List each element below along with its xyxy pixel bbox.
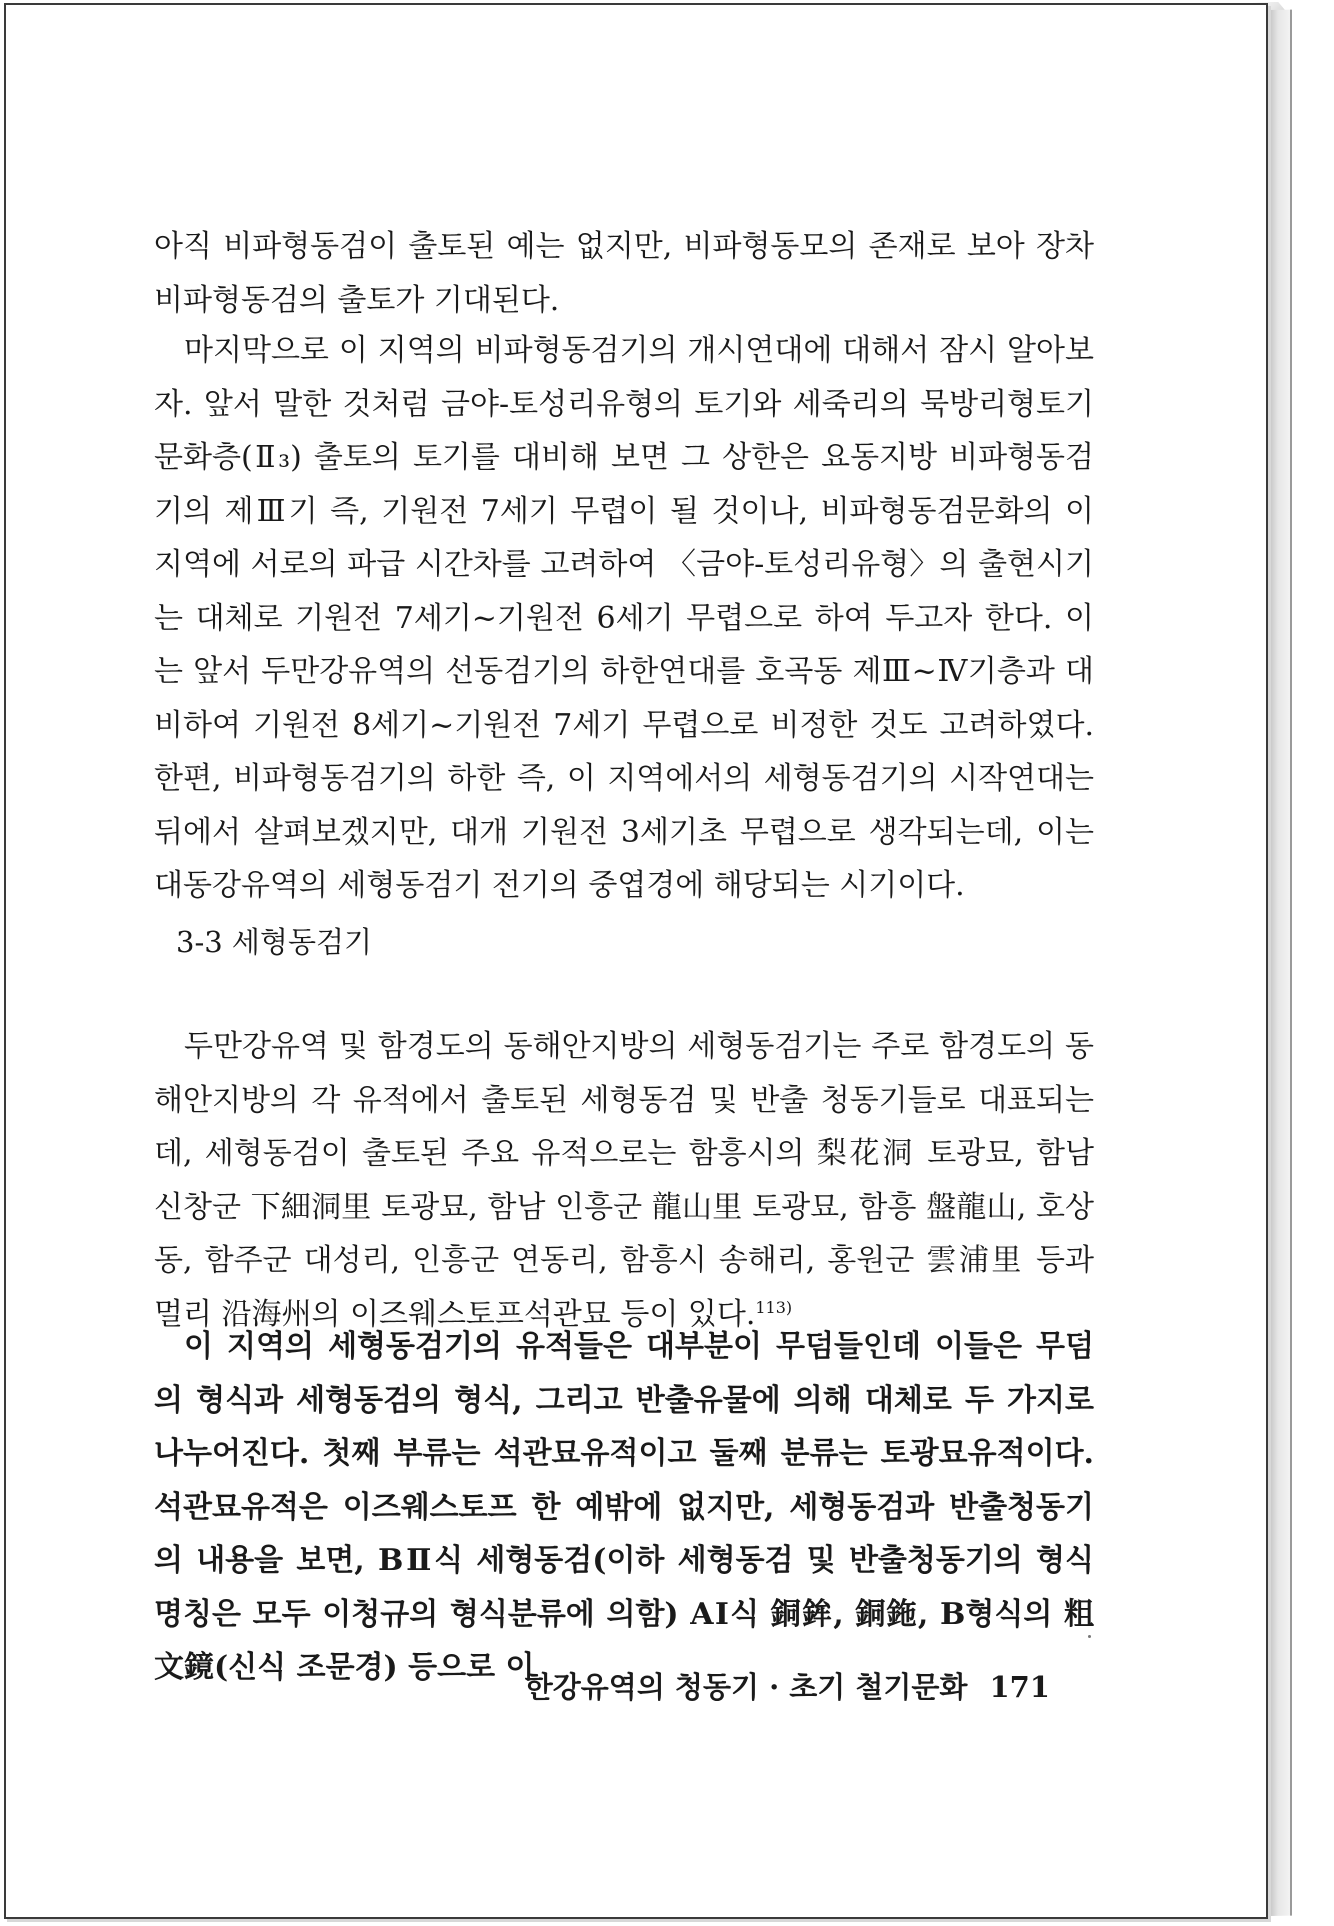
footnote-marker: 113) xyxy=(755,1297,793,1317)
page-stack-edge xyxy=(1268,10,1292,1916)
page-footer xyxy=(525,1665,1050,1706)
page-number: 171 xyxy=(989,1670,1050,1704)
scan-speck xyxy=(1088,1635,1091,1638)
paragraph-2-text: 마지막으로 이 지역의 비파형동검기의 개시연대에 대해서 잠시 알아보자. 앞서 말한 것처럼 금야-토성리유형의 토기와 세죽리의 묵방리형토기문화층(Ⅱ₃) 출토의 토기를 대비해 보면 그 상한은 요동지방 비파형동검기의 제Ⅲ기 즉, 기원전 7세기 무렵이 될 것이나, 비파형동검문화의 이 지역에 서로의 파급 시간차를 고려하여 〈금야-토성리유형〉의 출현시기는 대체로 기원전 7세기~기원전 6세기 무렵으로 하여 두고자 한다. 이는 앞서 두만강유역의 선동검기의 하한연대를 호곡동 제Ⅲ~Ⅳ기층과 대비하여 기원전 8세기~기원전 7세기 무렵으로 비정한 것도 고려하였다. 한편, 비파형동검기의 하한 즉, 이 지역에서의 세형동검기의 시작연대는 뒤에서 살펴보겠지만, 대개 기원전 3세기초 무렵으로 생각되는데, 이는 대동강유역의 세형동검기 전기의 중엽경에 해당되는 시기이다. xyxy=(154,333,1094,903)
section-heading: 3-3 세형동검기 xyxy=(176,925,372,959)
running-title: 한강유역의 청동기 · 초기 철기문화 xyxy=(524,1670,968,1704)
paragraph-3 xyxy=(154,1020,1094,1341)
paragraph-3-text: 두만강유역 및 함경도의 동해안지방의 세형동검기는 주로 함경도의 동해안지방의 각 유적에서 출토된 세형동검 및 반출 청동기들로 대표되는데, 세형동검이 출토된 주요 유적으로는 함흥시의 梨花洞 토광묘, 함남 신창군 下細洞里 토광묘, 함남 인흥군 龍山里 토광묘, 함흥 盤龍山, 호상동, 함주군 대성리, 인흥군 연동리, 함흥시 송해리, 홍원군 雲浦里 등과 멀리 沿海州의 이즈웨스토프석관묘 등이 있다. xyxy=(154,1029,1094,1332)
paragraph-4 xyxy=(154,1320,1094,1695)
paragraph-4-text: 이 지역의 세형동검기의 유적들은 대부분이 무덤들인데 이들은 무덤의 형식과 세형동검의 형식, 그리고 반출유물에 의해 대체로 두 가지로 나누어진다. 첫째 부류는 석관묘유적이고 둘째 분류는 토광묘유적이다. 석관묘유적은 이즈웨스토프 한 예밖에 없지만, 세형동검과 반출청동기의 내용을 보면, BⅡ식 세형동검(이하 세형동검 및 반출청동기의 형식명칭은 모두 이청규의 형식분류에 의함) AⅠ식 銅鉾, 銅鉇, B형식의 粗文鏡(신식 조문경) 등으로 이 xyxy=(154,1329,1094,1685)
paragraph-1 xyxy=(154,220,1094,327)
paragraph-1-text: 아직 비파형동검이 출토된 예는 없지만, 비파형동모의 존재로 보아 장차 비파형동검의 출토가 기대된다. xyxy=(154,229,1094,318)
book-page xyxy=(4,3,1268,1919)
paragraph-2 xyxy=(154,324,1094,913)
